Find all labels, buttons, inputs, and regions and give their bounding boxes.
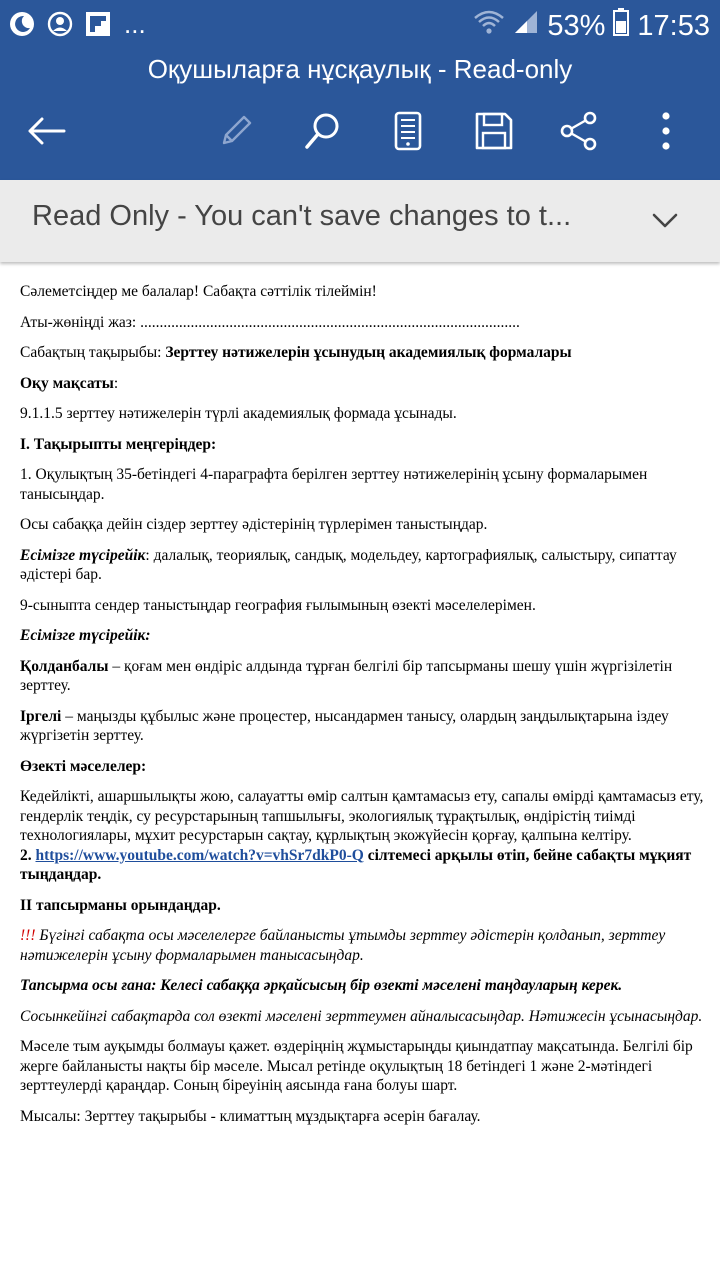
alert-text: Бүгінгі сабақта осы мәселелерге байланысты ұтымды зерттеу әдістерін қолданып, зерттеу нәтижелерін ұсыну формаларымен танысасыңдар. <box>20 927 666 964</box>
more-vert-icon <box>661 111 671 155</box>
status-bar-notifications <box>8 10 146 38</box>
chevron-down-icon[interactable] <box>650 208 680 234</box>
basic-research-paragraph <box>20 707 710 746</box>
remember-heading-2: Есімізге түсірейік: <box>20 627 151 644</box>
name-field-paragraph <box>20 313 710 333</box>
topic-label: Сабақтың тақырыбы: <box>20 344 166 361</box>
back-button[interactable] <box>21 108 71 158</box>
section-2-heading: ІІ тапсырманы орындаңдар. <box>20 896 221 914</box>
name-dots: .................................................................................................. <box>140 313 520 331</box>
search-icon <box>302 111 342 155</box>
mobile-view-button[interactable] <box>383 108 433 158</box>
app-bar <box>0 50 720 180</box>
share-button[interactable] <box>554 108 604 158</box>
applied-label: Қолданбалы <box>20 657 109 675</box>
more-options-button[interactable] <box>641 108 691 158</box>
basic-label: Іргелі <box>20 707 62 725</box>
save-button[interactable] <box>469 108 519 158</box>
goal-heading <box>20 374 710 394</box>
edit-button[interactable] <box>211 108 261 158</box>
moon-icon <box>8 10 36 38</box>
signal-icon <box>513 9 539 43</box>
more-notifications: ... <box>124 9 146 39</box>
next-lessons-paragraph: Сосынкейінгі сабақтарда сол өзекті мәселені зерттеумен айналысасыңдар. Нәтижесін ұсынасыңдар. <box>20 1007 703 1025</box>
basic-text: – маңызды құбылыс және процестер, нысандармен танысу, олардың заңдылықтарына іздеу жүргізетін зерттеу. <box>20 707 669 744</box>
save-icon <box>474 111 514 155</box>
applied-text: – қоғам мен өндіріс алдында тұрған белгілі бір тапсырманы шешу үшін жүргізілетін зерттеу. <box>20 657 673 694</box>
flipboard-icon <box>84 10 112 38</box>
pencil-icon <box>216 111 256 155</box>
alert-paragraph <box>20 926 710 965</box>
name-label: Аты-жөніңді жаз: <box>20 313 141 331</box>
search-button[interactable] <box>297 108 347 158</box>
applied-research-paragraph <box>20 657 710 696</box>
battery-percentage: 53% <box>547 9 606 42</box>
step-2-number: 2. <box>20 846 36 864</box>
remember-label: Есімізге түсірейік <box>20 546 146 564</box>
remember-text: : далалық, теориялық, сандық, модельдеу, картографиялық, салыстыру, сипаттау әдістері бар. <box>20 546 677 583</box>
alert-marks: !!! <box>20 927 36 944</box>
step-2-text: сілтемесі арқылы өтіп, бейне сабақты мұқият тыңдаңдар. <box>20 846 692 883</box>
back-arrow-icon <box>26 116 66 150</box>
status-bar <box>0 0 720 50</box>
goal-colon: : <box>113 374 119 392</box>
wifi-icon <box>473 9 505 43</box>
goal-label: Оқу мақсаты <box>20 374 114 392</box>
goal-text: 9.1.1.5 зерттеу нәтижелерін түрлі академиялық формада ұсынады. <box>20 405 457 422</box>
example-paragraph: Мысалы: Зерттеу тақырыбы - климаттың мұздықтарға әсерін бағалау. <box>20 1107 481 1125</box>
share-icon <box>559 111 599 155</box>
status-bar-system <box>473 8 710 44</box>
issues-paragraph: Кедейлікті, ашаршылықты жою, салауатты өмір салтын қамтамасыз ету, сапалы өмірді қамтамасыз ету, гендерлік теңдік, су ресурстарының тапшылығы, экологиялық тұрақтылық, өндірістің тиімді технологиялары, мұхит ресурстарын сақтау, құрлықтың экожүйесін қорғау, қалпына келтіру. <box>20 788 704 844</box>
problem-paragraph: Мәселе тым ауқымды болмауы қажет. өздеріңнің жұмыстарыңды қиындатпау мақсатында. Белгілі бір жерге байланысты нақты бір мәселе. Мысал ретінде оқулықтың 18 бетіндегі 1 және 2-мәтіндегі зерттеулерді қараңдар. Соның біреуінің аясында ғана болуы шарт. <box>20 1038 693 1094</box>
section-1-heading: І. Тақырыпты меңгеріңдер: <box>20 435 217 453</box>
step-1-paragraph: 1. Оқулықтың 35-бетіндегі 4-параграфта берілген зерттеу нәтижелерінің ұсыну формаларымен танысыңдар. <box>20 466 648 503</box>
before-lesson-paragraph: Осы сабаққа дейін сіздер зерттеу әдістерінің түрлерімен таныстыңдар. <box>20 516 488 533</box>
account-circle-icon <box>46 10 74 38</box>
grade9-paragraph: 9-сыныпта сендер таныстыңдар география ғылымының өзекті мәселелерімен. <box>20 596 536 614</box>
read-only-banner[interactable] <box>0 180 720 262</box>
topic-value: Зерттеу нәтижелерін ұсынудың академиялық формалары <box>165 344 572 361</box>
greeting-paragraph: Сәлеметсіңдер ме балалар! Сабақта сәттілік тілеймін! <box>20 283 377 300</box>
battery-icon <box>613 8 629 44</box>
clock: 17:53 <box>637 9 710 42</box>
remember-paragraph <box>20 546 710 585</box>
issues-heading: Өзекті мәселелер: <box>20 757 147 775</box>
document-body <box>20 282 710 1137</box>
task-paragraph: Тапсырма осы ғана: Келесі сабаққа әрқайсысың бір өзекті мәселені таңдауларың керек. <box>20 977 623 994</box>
read-only-message: Read Only - You can't save changes to t... <box>32 200 572 232</box>
step-2-paragraph <box>20 846 710 885</box>
mobile-view-icon <box>393 111 423 155</box>
topic-paragraph <box>20 343 710 363</box>
document-title: Оқушыларға нұсқаулық - Read-only <box>147 54 573 84</box>
youtube-link[interactable]: https://www.youtube.com/watch?v=vhSr7dkP0-Q <box>35 846 364 864</box>
